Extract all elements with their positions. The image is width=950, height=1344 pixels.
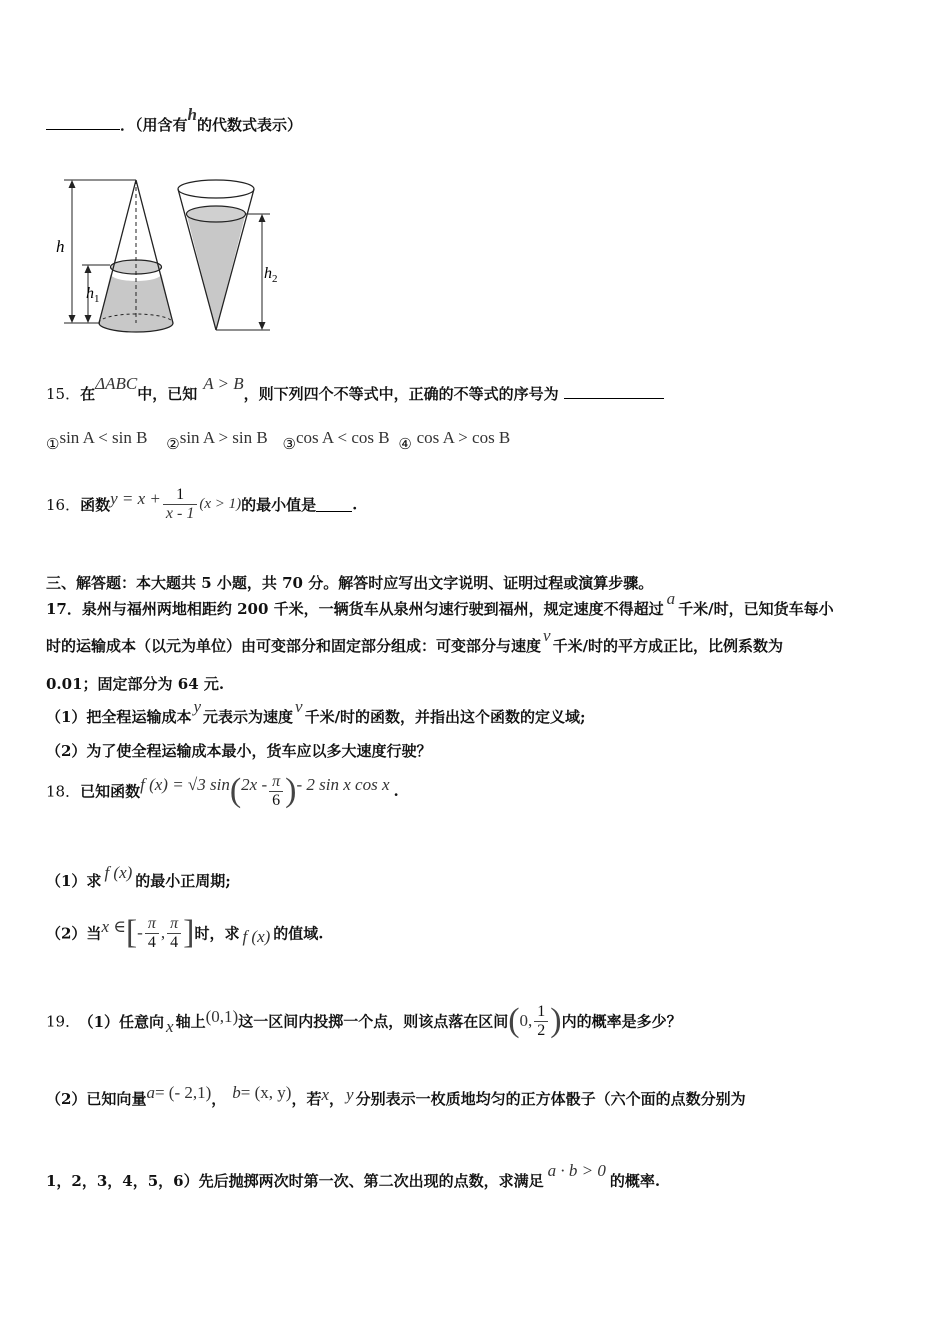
q17-part-1: （1）把全程运输成本y元表示为速度v千米/时的函数，并指出这个函数的定义域; bbox=[46, 697, 586, 726]
q19-part-1: 19． （1）任意向 x 轴上(0,1)这一区间内投掷一个点，则该点落在区间(0, $\frac{1}{2}$ )内的概率是多少？ bbox=[46, 1002, 682, 1039]
label-h2: $h_2$ bbox=[264, 265, 278, 285]
option-1: ①sin A < sin B bbox=[46, 428, 148, 453]
option-4: ④ cos A > cos B bbox=[398, 428, 511, 453]
label-h1: $h_1$ bbox=[86, 285, 100, 305]
section-3-title: 三、解答题：本大题共 5 小题，共 70 分。解答时应写出文字说明、证明过程或演算步骤。 bbox=[46, 574, 654, 592]
fraction-one-half: $\frac{1}{2}$ bbox=[534, 1003, 548, 1040]
q17-part-2: （2）为了使全程运输成本最小，货车应以多大速度行驶？ bbox=[46, 742, 432, 760]
option-2: ②sin A > sin B bbox=[166, 428, 268, 453]
answer-blank bbox=[564, 384, 664, 399]
answer-blank bbox=[46, 115, 120, 130]
triangle-abc: ΔABC bbox=[95, 374, 138, 393]
q17-line-3: 0.01；固定部分为 64 元. bbox=[46, 675, 225, 693]
q19-part-2: （2）已知向量a= (- 2,1)， b= (x, y)，若x， y 分别表示一枚质地均匀的正方体骰子（六个面的点数分别为 bbox=[46, 1083, 746, 1108]
func-lhs: y = x + bbox=[110, 488, 161, 508]
fraction-pi-4-right: $\frac{\pi}{4}$ bbox=[167, 915, 181, 952]
cone-figure bbox=[52, 172, 292, 334]
q18-part-1: （1）求 f (x) 的最小正周期; bbox=[46, 863, 231, 890]
option-3: ③cos A < cos B bbox=[282, 428, 390, 453]
q17-line-1: 17．泉州与福州两地相距约 200 千米，一辆货车从泉州匀速行驶到福州，规定速度不得超过a千米/时，已知货车每小 bbox=[46, 589, 834, 618]
q19-part-3: 1，2，3，4，5，6）先后抛掷两次时第一次、第二次出现的点数，求满足a · b > 0的概率. bbox=[46, 1161, 661, 1190]
q18-stem: 18．已知函数f (x) = √3 sin(2x - $\frac{\pi}{6}$ )- 2 sin x cos x . bbox=[46, 772, 399, 809]
q17-line-2: 时的运输成本（以元为单位）由可变部分和固定部分组成：可变部分与速度v千米/时的平方成正比，比例系数为 bbox=[46, 626, 784, 655]
func-f-def: f (x) = √3 sin bbox=[140, 775, 230, 794]
fraction-pi-4-left: $\frac{\pi}{4}$ bbox=[145, 915, 159, 952]
fraction-pi-6: $\frac{\pi}{6}$ bbox=[269, 773, 283, 810]
var-h: h bbox=[187, 105, 197, 124]
fraction: $\frac{1}{x - 1}$ bbox=[163, 486, 197, 523]
q14-tail-line: ．（用含有h的代数式表示） bbox=[46, 114, 302, 135]
q18-part-2: （2）当x ∈[- $\frac{\pi}{4}$ , $\frac{\pi}{4}$ ]时，求 f (x) 的值域. bbox=[46, 914, 324, 951]
q15-options bbox=[46, 428, 511, 453]
vector-b: b bbox=[232, 1083, 241, 1102]
vector-a: a bbox=[146, 1083, 155, 1102]
q16-stem: 16．函数y = x + $\frac{1}{x - 1}$ (x > 1)的最小值是 . bbox=[46, 486, 358, 522]
answer-blank bbox=[316, 497, 352, 512]
condition-a-gt-b: A > B bbox=[203, 374, 244, 393]
label-h: h bbox=[56, 237, 65, 256]
q15-stem: 15．在ΔABC中，已知A > B，则下列四个不等式中，正确的不等式的序号为 bbox=[46, 383, 664, 404]
domain: (x > 1) bbox=[199, 496, 242, 512]
